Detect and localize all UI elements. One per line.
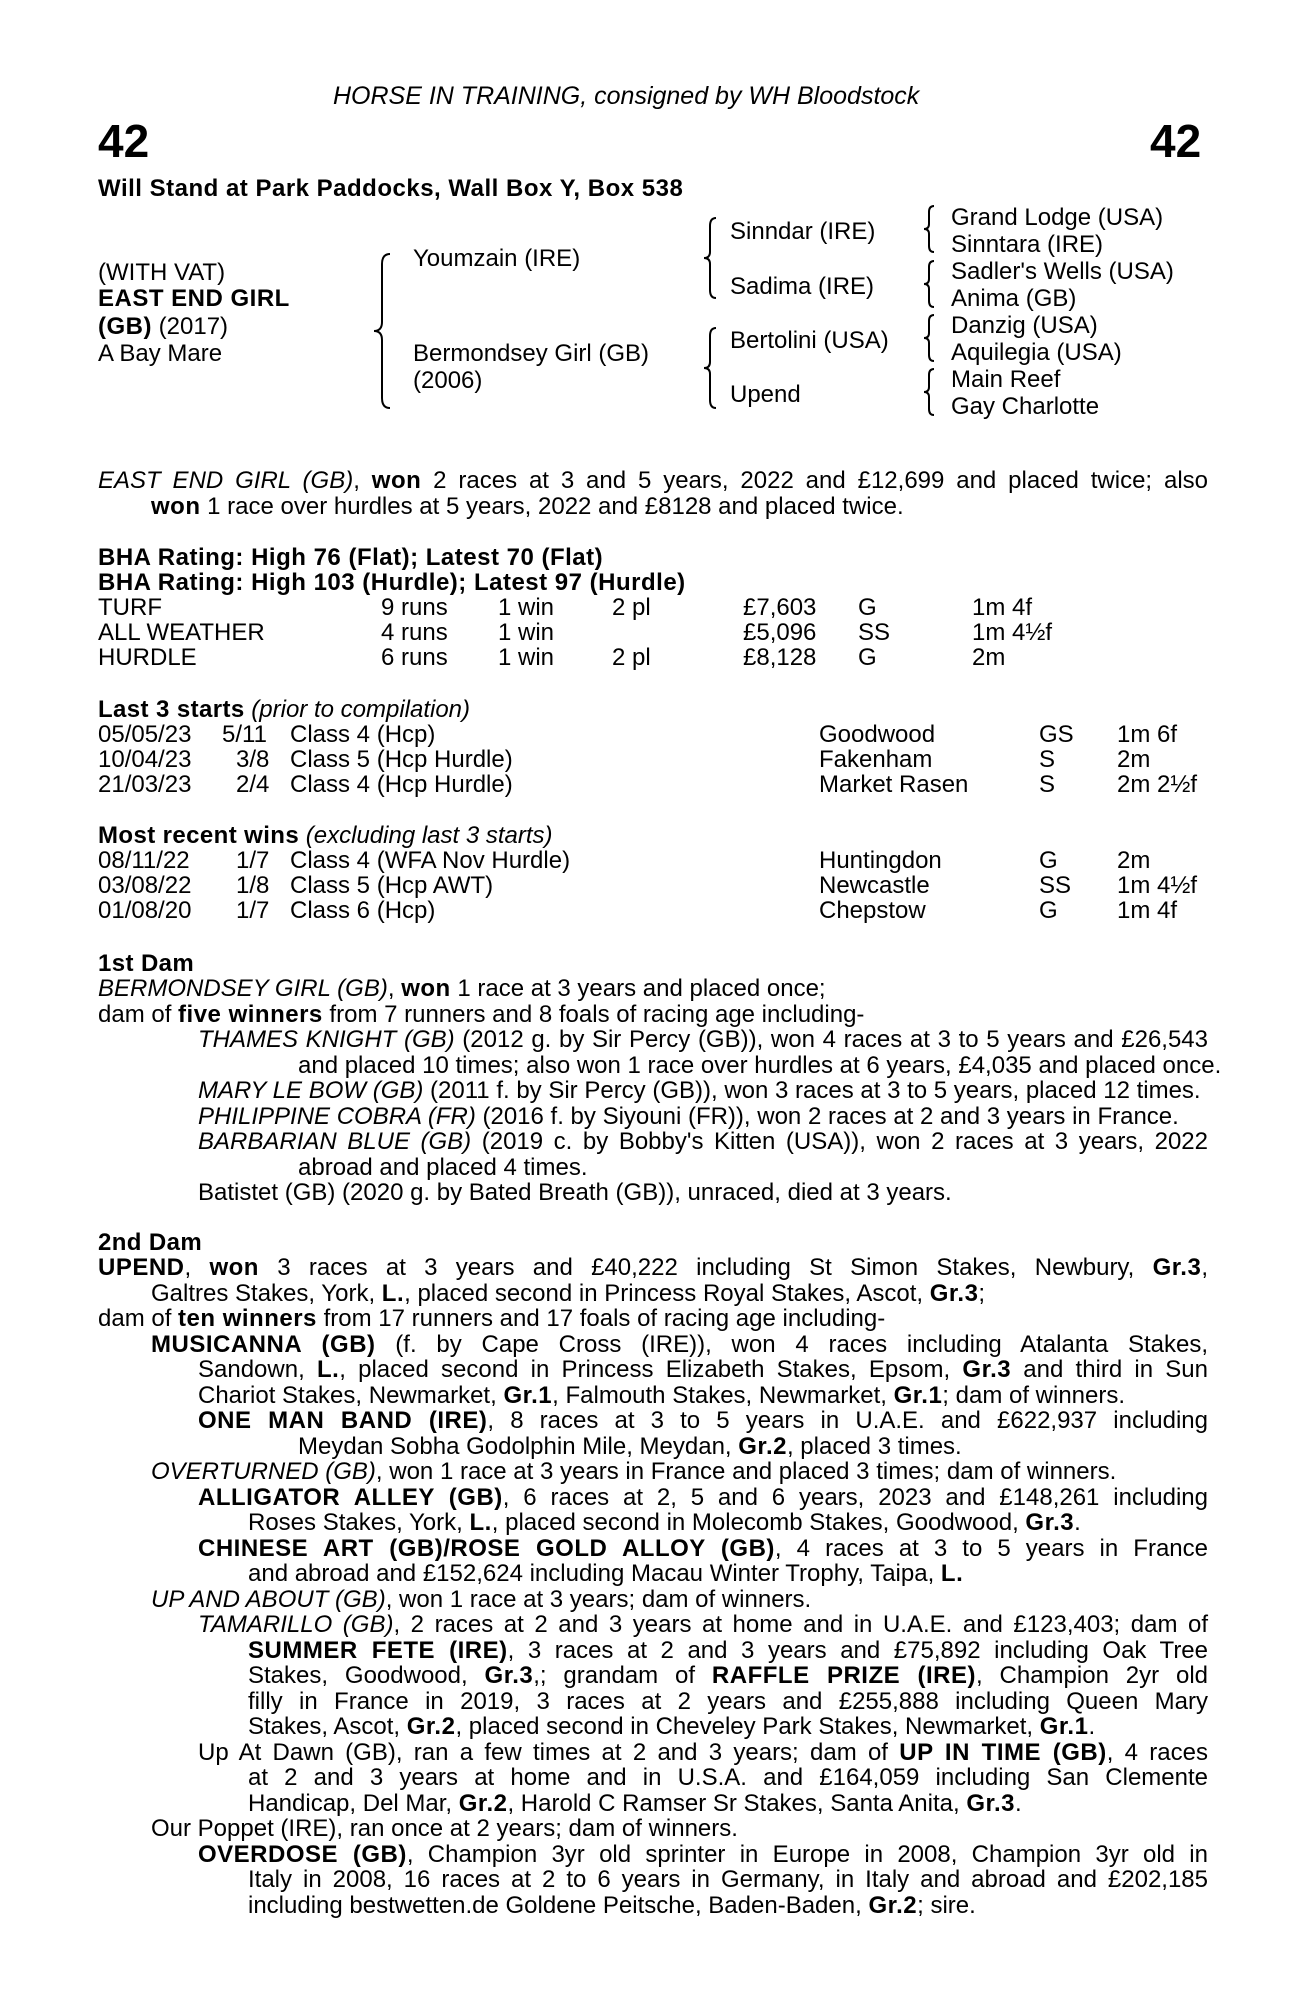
grade-badge: L. [381, 1279, 405, 1307]
first-dam-heading: 1st Dam [98, 950, 195, 977]
progeny-text: Meydan Sobha Godolphin Mile, Meydan, [298, 1432, 739, 1460]
first-dam-text: from 7 runners and 8 foals of racing age including- [322, 1000, 865, 1028]
rating-runs: 6 runs [381, 644, 448, 671]
lot-number-right: 42 [1150, 115, 1202, 167]
rating-placed: 2 pl [612, 644, 651, 671]
win-row [98, 898, 1218, 924]
grade-badge: Gr.2 [868, 1891, 918, 1919]
recent-wins-heading [98, 823, 553, 849]
progeny-text: , Harold C Ramser Sr Stakes, Santa Anita, [507, 1789, 967, 1817]
win-position: 1/8 [236, 872, 270, 899]
race-summary [98, 468, 1208, 519]
start-race: Class 4 (Hcp) [290, 721, 436, 748]
pedigree-gen3-7: Main Reef [951, 366, 1061, 393]
progeny-text: (2016 f. by Siyouni (FR)), won 2 races at 2 and 3 years in France. [475, 1102, 1179, 1130]
progeny-name: MARY LE BOW (GB) [198, 1077, 424, 1104]
rating-wins: 1 win [498, 644, 555, 671]
grade-badge: L. [316, 1356, 340, 1383]
pedigree-dam-year: (2006) [413, 367, 483, 394]
pedigree-brace-sire [700, 216, 718, 300]
win-race: Class 5 (Hcp AWT) [290, 872, 494, 899]
grade-badge: L. [469, 1509, 492, 1536]
progeny-text: at 2 and 3 years at home and in U.S.A. and £164,059 including San Clemente [248, 1764, 1208, 1791]
win-row [98, 848, 1218, 874]
progeny-text: , 2 races at 2 and 3 years at home and in U.A.E. and £123,403; dam of [393, 1611, 1209, 1638]
win-course: Newcastle [819, 872, 930, 899]
second-dam-heading: 2nd Dam [98, 1229, 203, 1256]
progeny-name: UP AND ABOUT (GB) [151, 1585, 386, 1613]
progeny-text: Stakes, Ascot, [248, 1713, 407, 1740]
progeny-text: including bestwetten.de Goldene Peitsche, Baden-Baden, [248, 1891, 869, 1919]
progeny-text: ; sire. [917, 1891, 976, 1919]
summary-won: won [371, 467, 422, 494]
progeny-text: , Falmouth Stakes, Newmarket, [552, 1381, 894, 1409]
recent-wins-title: Most recent wins [98, 822, 300, 849]
grade-badge: Gr.3 [1152, 1254, 1202, 1281]
pedigree-brace-main [370, 252, 392, 410]
start-date: 21/03/23 [98, 771, 192, 798]
progeny-text: Up At Dawn (GB), ran a few times at 2 and 3 years; dam of [198, 1738, 900, 1766]
rating-going: G [858, 594, 877, 621]
progeny-text: , 4 races at 3 to 5 years in France [774, 1534, 1208, 1562]
consignor-heading: HORSE IN TRAINING, consigned by WH Bloodstock [333, 82, 920, 110]
progeny-name: UP IN TIME (GB) [899, 1738, 1107, 1766]
progeny-text: , placed second in Princess Elizabeth Stakes, Epsom, [339, 1356, 963, 1383]
progeny-text: (2012 g. by Sir Percy (GB)), won 4 races at 3 to 5 years and £26,543 [454, 1026, 1209, 1053]
progeny-text: , placed second in Molecomb Stakes, Goodwood, [491, 1509, 1026, 1536]
pedigree-brace-dam [700, 326, 718, 410]
win-date: 03/08/22 [98, 872, 192, 899]
summary-won: won [151, 492, 201, 520]
pedigree-sire-dam: Sadima (IRE) [730, 273, 875, 300]
rating-placed: 2 pl [612, 594, 651, 621]
pedigree-gen3-3: Sadler's Wells (USA) [951, 258, 1174, 285]
progeny-text: , Champion 3yr old sprinter in Europe in 2008, Champion 3yr old in [406, 1840, 1208, 1868]
bha-rating-hurdle: BHA Rating: High 103 (Hurdle); Latest 97 (Hurdle) [98, 569, 686, 596]
start-position: 5/11 [222, 721, 267, 748]
grade-badge: Gr.2 [406, 1713, 456, 1740]
vat-note: (WITH VAT) [98, 259, 226, 286]
second-dam-text: , [1201, 1254, 1208, 1281]
start-race: Class 5 (Hcp Hurdle) [290, 746, 513, 773]
rating-row [98, 595, 1218, 621]
win-going: SS [1039, 872, 1072, 899]
start-course: Fakenham [819, 746, 933, 773]
pedigree-brace-ds [920, 313, 936, 363]
rating-row [98, 620, 1218, 646]
pedigree-dam-sire: Bertolini (USA) [730, 327, 889, 354]
second-dam-name: UPEND [98, 1254, 185, 1281]
progeny-text: filly in France in 2019, 3 races at 2 years and £255,888 including Queen Mary [248, 1687, 1208, 1715]
rating-prize: £5,096 [743, 619, 817, 646]
start-position: 3/8 [236, 746, 270, 773]
rating-surface: TURF [98, 594, 162, 621]
second-dam-text: ; [978, 1279, 986, 1307]
rating-wins: 1 win [498, 619, 555, 646]
rating-prize: £8,128 [743, 644, 817, 671]
rating-prize: £7,603 [743, 594, 817, 621]
progeny-text: Chariot Stakes, Newmarket, [198, 1381, 504, 1409]
summary-text: 1 race over hurdles at 5 years, 2022 and £8128 and placed twice. [200, 492, 904, 520]
horse-country: (GB) [98, 313, 152, 340]
progeny-text: Italy in 2008, 16 races at 2 to 6 years in Germany, in Italy and abroad and £202,185 [248, 1866, 1208, 1893]
pedigree-brace-dd [920, 367, 936, 417]
pedigree-gen3-2: Sinntara (IRE) [951, 231, 1104, 258]
progeny-text: , 4 races [1106, 1738, 1208, 1766]
second-dam-won: won [209, 1254, 259, 1281]
start-row [98, 772, 1218, 798]
win-distance: 1m 4f [1117, 897, 1178, 924]
recent-wins-subtitle: (excluding last 3 starts) [299, 822, 553, 849]
progeny-name: OVERTURNED (GB) [151, 1458, 376, 1485]
second-dam-text: , [184, 1254, 210, 1281]
progeny-text: and third in Sun [1011, 1356, 1208, 1383]
progeny-text: and placed 10 times; also won 1 race over hurdles at 6 years, £4,035 and placed once. [298, 1051, 1222, 1079]
horse-sex-colour: A Bay Mare [98, 340, 223, 367]
progeny-text: (f. by Cape Cross (IRE)), won 4 races including Atalanta Stakes, [375, 1330, 1208, 1358]
grade-badge: Gr.3 [1025, 1509, 1075, 1536]
progeny-text: , Champion 2yr old [975, 1662, 1209, 1689]
progeny-name: TAMARILLO (GB) [198, 1611, 394, 1638]
start-date: 05/05/23 [98, 721, 192, 748]
start-course: Goodwood [819, 721, 936, 748]
first-dam-text: 1 race at 3 years and placed once; [450, 975, 826, 1002]
grade-badge: Gr.1 [893, 1381, 943, 1409]
first-dam-name: BERMONDSEY GIRL (GB) [98, 975, 388, 1002]
rating-wins: 1 win [498, 594, 555, 621]
summary-horse-name: EAST END GIRL (GB) [98, 467, 354, 494]
pedigree-brace-sd [920, 259, 936, 309]
start-distance: 2m [1117, 746, 1151, 773]
start-race: Class 4 (Hcp Hurdle) [290, 771, 513, 798]
progeny-name: BARBARIAN BLUE (GB) [198, 1128, 472, 1155]
pedigree-gen3-6: Aquilegia (USA) [951, 339, 1122, 366]
start-row [98, 747, 1218, 773]
win-course: Chepstow [819, 897, 926, 924]
grade-badge: Gr.3 [484, 1662, 534, 1689]
progeny-text: , placed 3 times. [786, 1432, 962, 1460]
progeny-text: Stakes, Goodwood, [248, 1662, 485, 1689]
progeny-text: , 3 races at 2 and 3 years and £75,892 including Oak Tree [507, 1636, 1209, 1664]
horse-name: EAST END GIRL [98, 285, 290, 312]
progeny-name: MUSICANNA (GB) [151, 1330, 376, 1358]
rating-distance: 1m 4½f [972, 619, 1053, 646]
grade-badge: Gr.1 [1039, 1713, 1089, 1740]
pedigree-gen3-8: Gay Charlotte [951, 393, 1100, 420]
pedigree-gen3-1: Grand Lodge (USA) [951, 204, 1164, 231]
win-distance: 1m 4½f [1117, 872, 1198, 899]
second-dam-section [98, 1255, 1208, 1918]
progeny-text: Roses Stakes, York, [248, 1509, 470, 1536]
start-row [98, 722, 1218, 748]
start-going: S [1039, 746, 1056, 773]
progeny-text: Our Poppet (IRE), ran once at 2 years; dam of winners. [151, 1815, 738, 1842]
lot-number-left: 42 [98, 115, 150, 167]
progeny-name: ONE MAN BAND (IRE) [198, 1407, 488, 1434]
rating-surface: HURDLE [98, 644, 197, 671]
pedigree-brace-ss [920, 204, 936, 254]
progeny-name: OVERDOSE (GB) [198, 1840, 407, 1868]
progeny-name: SUMMER FETE (IRE) [248, 1636, 508, 1664]
rating-distance: 2m [972, 644, 1006, 671]
progeny-text: Sandown, [198, 1356, 317, 1383]
start-date: 10/04/23 [98, 746, 192, 773]
progeny-text: , won 1 race at 3 years in France and placed 3 times; dam of winners. [375, 1458, 1117, 1485]
start-distance: 1m 6f [1117, 721, 1178, 748]
start-distance: 2m 2½f [1117, 771, 1198, 798]
win-position: 1/7 [236, 847, 270, 874]
bha-rating-flat: BHA Rating: High 76 (Flat); Latest 70 (Flat) [98, 544, 604, 571]
pedigree-gen3-5: Danzig (USA) [951, 312, 1098, 339]
second-dam-text: from 17 runners and 17 foals of racing age including- [316, 1305, 886, 1332]
progeny-text: , won 1 race at 3 years; dam of winners. [385, 1585, 812, 1613]
grade-badge: Gr.3 [966, 1789, 1016, 1817]
second-dam-text: 3 races at 3 years and £40,222 including St Simon Stakes, Newbury, [258, 1254, 1153, 1281]
start-going: S [1039, 771, 1056, 798]
first-dam-won: won [401, 975, 451, 1002]
progeny-text: (2019 c. by Bobby's Kitten (USA)), won 2 races at 3 years, 2022 [471, 1128, 1209, 1155]
progeny-text: (2011 f. by Sir Percy (GB)), won 3 races at 3 to 5 years, placed 12 times. [423, 1077, 1201, 1104]
second-dam-text: Galtres Stakes, York, [151, 1279, 382, 1307]
win-position: 1/7 [236, 897, 270, 924]
pedigree-dam: Bermondsey Girl (GB) [413, 340, 650, 367]
first-dam-winners: five winners [178, 1000, 323, 1028]
win-date: 01/08/20 [98, 897, 192, 924]
first-dam-text: , [387, 975, 402, 1002]
win-distance: 2m [1117, 847, 1151, 874]
progeny-text: ,; grandam of [533, 1662, 712, 1689]
last3-heading [98, 697, 470, 723]
progeny-name: ALLIGATOR ALLEY (GB) [198, 1483, 503, 1511]
rating-runs: 4 runs [381, 619, 448, 646]
progeny-text: Handicap, Del Mar, [248, 1789, 459, 1817]
grade-badge: Gr.2 [458, 1789, 508, 1817]
progeny-text: ; dam of winners. [942, 1381, 1126, 1409]
grade-badge: Gr.3 [962, 1356, 1012, 1383]
rating-surface: ALL WEATHER [98, 619, 265, 646]
rating-runs: 9 runs [381, 594, 448, 621]
last3-subtitle: (prior to compilation) [244, 696, 471, 723]
progeny-name: CHINESE ART (GB)/ROSE GOLD ALLOY (GB) [198, 1534, 775, 1562]
progeny-text: , 6 races at 2, 5 and 6 years, 2023 and £148,261 including [502, 1483, 1208, 1511]
progeny-text: Batistet (GB) (2020 g. by Bated Breath (GB)), unraced, died at 3 years. [198, 1179, 952, 1206]
win-race: Class 4 (WFA Nov Hurdle) [290, 847, 571, 874]
win-race: Class 6 (Hcp) [290, 897, 436, 924]
rating-distance: 1m 4f [972, 594, 1033, 621]
win-row [98, 873, 1218, 899]
start-course: Market Rasen [819, 771, 969, 798]
grade-badge: Gr.3 [929, 1279, 979, 1307]
pedigree-sire: Youmzain (IRE) [413, 245, 581, 272]
stabling-info: Will Stand at Park Paddocks, Wall Box Y, Box 538 [98, 175, 684, 202]
first-dam-text: dam of [98, 1000, 179, 1028]
pedigree-gen3-4: Anima (GB) [951, 285, 1077, 312]
last3-title: Last 3 starts [98, 696, 245, 723]
start-going: GS [1039, 721, 1074, 748]
progeny-name: PHILIPPINE COBRA (FR) [198, 1102, 476, 1130]
summary-text: 2 races at 3 and 5 years, 2022 and £12,699 and placed twice; also [421, 467, 1208, 494]
second-dam-text: dam of [98, 1305, 179, 1332]
progeny-text: , placed second in Cheveley Park Stakes, Newmarket, [455, 1713, 1040, 1740]
start-position: 2/4 [236, 771, 270, 798]
progeny-text: . [1074, 1509, 1081, 1536]
rating-going: G [858, 644, 877, 671]
second-dam-winners: ten winners [178, 1305, 317, 1332]
rating-going: SS [858, 619, 891, 646]
progeny-text: , 8 races at 3 to 5 years in U.A.E. and £622,937 including [487, 1407, 1208, 1434]
progeny-text: . [1015, 1789, 1022, 1817]
summary-text: , [353, 467, 372, 494]
win-going: G [1039, 847, 1058, 874]
progeny-text: and abroad and £152,624 including Macau Winter Trophy, Taipa, [248, 1560, 941, 1587]
horse-year: (2017) [151, 313, 229, 340]
pedigree-sire-sire: Sinndar (IRE) [730, 218, 876, 245]
second-dam-text: , placed second in Princess Royal Stakes, Ascot, [404, 1279, 930, 1307]
grade-badge: L. [940, 1560, 964, 1587]
horse-origin-year [98, 314, 228, 340]
grade-badge: Gr.2 [738, 1432, 787, 1460]
progeny-text: abroad and placed 4 times. [298, 1153, 588, 1181]
grade-badge: Gr.1 [503, 1381, 553, 1409]
win-date: 08/11/22 [98, 847, 190, 874]
progeny-name: RAFFLE PRIZE (IRE) [711, 1662, 976, 1689]
first-dam-section [98, 975, 1222, 1206]
win-course: Huntingdon [819, 847, 942, 874]
progeny-name: THAMES KNIGHT (GB) [198, 1026, 455, 1053]
pedigree-dam-dam: Upend [730, 381, 801, 408]
rating-row [98, 645, 1218, 671]
progeny-text: . [1088, 1713, 1096, 1740]
win-going: G [1039, 897, 1058, 924]
